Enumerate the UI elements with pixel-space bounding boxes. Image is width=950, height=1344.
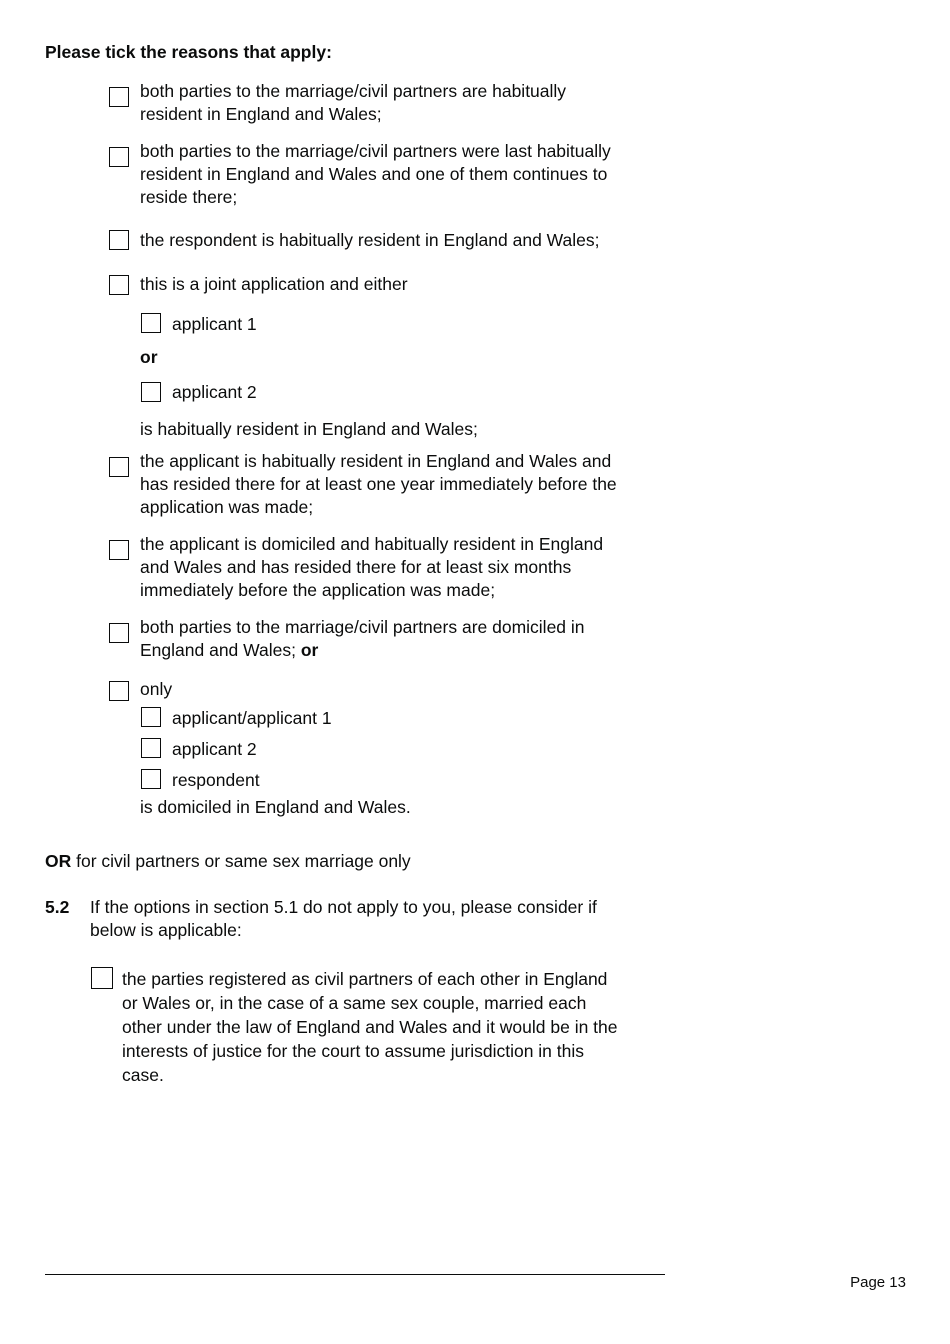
option-both-domiciled-line-2	[140, 639, 318, 662]
option-applicant-six-months-line-1: the applicant is domiciled and habitually resident in England	[140, 534, 604, 554]
section-heading: Please tick the reasons that apply:	[45, 42, 332, 62]
option-both-last-resident-line-1: both parties to the marriage/civil partners were last habitually	[140, 141, 611, 161]
checkbox-only-domiciled[interactable]	[109, 681, 129, 701]
checkbox-joint-applicant-1[interactable]	[141, 313, 161, 333]
checkbox-applicant-resident-one-year[interactable]	[109, 457, 129, 477]
option-both-resident-line-1: both parties to the marriage/civil partners are habitually	[140, 81, 567, 101]
option-both-last-resident-line-2: resident in England and Wales and one of them continues to	[140, 164, 608, 184]
section-5-2-number: 5.2	[45, 897, 70, 917]
option-both-domiciled-line-1: both parties to the marriage/civil partners are domiciled in	[140, 617, 585, 637]
page-number: Page 13	[850, 1274, 906, 1291]
option-applicant-one-year-line-1: the applicant is habitually resident in England and Wales and	[140, 451, 612, 471]
option-respondent-resident: the respondent is habitually resident in England and Wales;	[140, 230, 600, 250]
interests-of-justice-line-4: interests of justice for the court to assume jurisdiction in this	[122, 1041, 585, 1061]
both-domiciled-or: or	[300, 640, 319, 660]
joint-applicant-1-label: applicant 1	[172, 314, 257, 334]
joint-or-label: or	[140, 347, 158, 367]
interests-of-justice-line-2: or Wales or, in the case of a same sex couple, married each	[122, 993, 587, 1013]
interests-of-justice-line-3: other under the law of England and Wales and it would be in the	[122, 1017, 618, 1037]
both-domiciled-text: England and Wales;	[140, 640, 296, 660]
checkbox-both-domiciled[interactable]	[109, 623, 129, 643]
option-both-resident-line-2: resident in England and Wales;	[140, 104, 382, 124]
checkbox-interests-of-justice[interactable]	[91, 967, 113, 989]
section-5-2-text-line-2: below is applicable:	[90, 920, 242, 940]
checkbox-joint-applicant-2[interactable]	[141, 382, 161, 402]
option-applicant-six-months-line-2: and Wales and has resided there for at least six months	[140, 557, 572, 577]
only-respondent-label: respondent	[172, 770, 260, 790]
option-joint-application: this is a joint application and either	[140, 274, 408, 294]
checkbox-only-respondent[interactable]	[141, 769, 161, 789]
checkbox-applicant-domiciled-six-months[interactable]	[109, 540, 129, 560]
checkbox-only-applicant-2[interactable]	[141, 738, 161, 758]
option-applicant-six-months-line-3: immediately before the application was made;	[140, 580, 496, 600]
checkbox-both-resident[interactable]	[109, 87, 129, 107]
interests-of-justice-line-1: the parties registered as civil partners of each other in England	[122, 969, 608, 989]
or-note-text: for civil partners or same sex marriage only	[76, 851, 411, 871]
option-both-last-resident-line-3: reside there;	[140, 187, 238, 207]
only-applicant-2-label: applicant 2	[172, 739, 257, 759]
section-5-2-text-line-1: If the options in section 5.1 do not apply to you, please consider if	[90, 897, 597, 917]
interests-of-justice-line-5: case.	[122, 1065, 164, 1085]
option-applicant-one-year-line-3: application was made;	[140, 497, 314, 517]
only-applicant-1-label: applicant/applicant 1	[172, 708, 332, 728]
joint-resident-text: is habitually resident in England and Wales;	[140, 419, 478, 439]
option-applicant-one-year-line-2: has resided there for at least one year immediately before the	[140, 474, 617, 494]
checkbox-only-applicant-1[interactable]	[141, 707, 161, 727]
or-note-bold: OR	[45, 851, 72, 871]
checkbox-both-last-resident[interactable]	[109, 147, 129, 167]
checkbox-respondent-resident[interactable]	[109, 230, 129, 250]
footer-divider	[45, 1274, 665, 1275]
only-label: only	[140, 679, 173, 699]
checkbox-joint-application[interactable]	[109, 275, 129, 295]
joint-applicant-2-label: applicant 2	[172, 382, 257, 402]
or-civil-partners-note	[45, 850, 411, 873]
only-domiciled-text: is domiciled in England and Wales.	[140, 797, 411, 817]
